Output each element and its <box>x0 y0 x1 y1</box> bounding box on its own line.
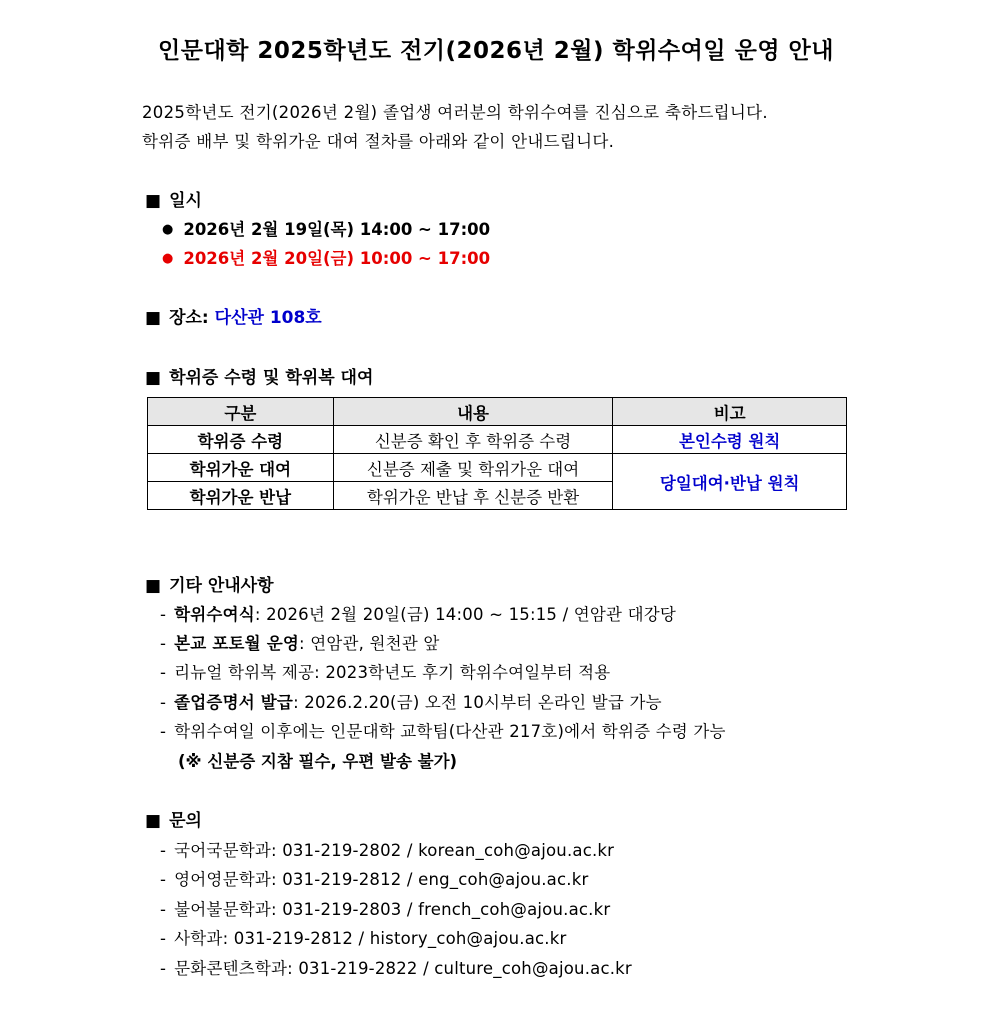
table-row <box>148 426 847 454</box>
row-category: 학위가운 반납 <box>148 482 334 510</box>
row-content: 신분증 확인 후 학위증 수령 <box>333 426 613 454</box>
list-item <box>160 601 676 625</box>
list-item-label: 학위수여식 <box>174 605 255 624</box>
square-bullet-icon: ■ <box>145 191 162 211</box>
row-content: 학위가운 반납 후 신분증 반환 <box>333 482 613 510</box>
dash-bullet: - <box>160 722 167 741</box>
row-category: 학위가운 대여 <box>148 454 334 482</box>
list-item <box>160 689 662 713</box>
receipt-heading-label: 학위증 수령 및 학위복 대여 <box>169 368 374 388</box>
list-item-text: 학위수여일 이후에는 인문대학 교학팀(다산관 217호)에서 학위증 수령 가능 <box>174 722 726 741</box>
column-header-category: 구분 <box>148 398 334 426</box>
contact-item-english <box>160 866 588 890</box>
circle-bullet-icon: ● <box>162 251 174 266</box>
circle-bullet-icon: ● <box>162 222 174 237</box>
table-header-row <box>148 398 847 426</box>
dash-bullet: - <box>160 929 167 948</box>
schedule-item-1-text: 2026년 2월 19일(목) 14:00 ~ 17:00 <box>183 220 491 239</box>
other-heading-label: 기타 안내사항 <box>169 576 274 596</box>
schedule-heading <box>145 186 202 211</box>
schedule-item-2-text: 2026년 2월 20일(금) 10:00 ~ 17:00 <box>183 249 491 268</box>
square-bullet-icon: ■ <box>145 811 162 831</box>
place-heading <box>145 303 322 328</box>
schedule-heading-label: 일시 <box>169 191 202 211</box>
list-item-label: 졸업증명서 발급 <box>174 693 294 712</box>
place-heading-label: 장소: <box>169 308 209 328</box>
contact-item-text: 국어국문학과: 031-219-2802 / korean_coh@ajou.ac.kr <box>174 841 615 860</box>
place-value: 다산관 108호 <box>214 308 322 328</box>
list-item-label: 본교 포토월 운영 <box>174 634 300 653</box>
contact-item-text: 영어영문학과: 031-219-2812 / eng_coh@ajou.ac.kr <box>174 870 589 889</box>
list-item-text: : 2026.2.20(금) 오전 10시부터 온라인 발급 가능 <box>293 693 662 712</box>
row-remark: 본인수령 원칙 <box>613 426 847 454</box>
row-category: 학위증 수령 <box>148 426 334 454</box>
schedule-item-1 <box>162 216 490 240</box>
dash-bullet: - <box>160 870 167 889</box>
dash-bullet: - <box>160 959 167 978</box>
dash-bullet: - <box>160 634 167 653</box>
page-title: 인문대학 2025학년도 전기(2026년 2월) 학위수여일 운영 안내 <box>158 38 834 64</box>
intro-text <box>142 98 862 156</box>
contact-item-text: 불어불문학과: 031-219-2803 / french_coh@ajou.ac.kr <box>174 900 611 919</box>
table-row <box>148 454 847 482</box>
other-heading <box>145 571 274 596</box>
list-item-text: 리뉴얼 학위복 제공: 2023학년도 후기 학위수여일부터 적용 <box>174 663 611 682</box>
row-remark: 당일대여·반납 원칙 <box>613 454 847 510</box>
contact-item-history <box>160 925 567 949</box>
list-item-text: : 2026년 2월 20일(금) 14:00 ~ 15:15 / 연암관 대강당 <box>254 605 677 624</box>
column-header-remarks: 비고 <box>613 398 847 426</box>
id-required-note: (※ 신분증 지참 필수, 우편 발송 불가) <box>178 752 458 771</box>
intro-line-1: 2025학년도 전기(2026년 2월) 졸업생 여러분의 학위수여를 진심으로 축하드립니다. <box>142 103 768 122</box>
contact-item-text: 사학과: 031-219-2812 / history_coh@ajou.ac.kr <box>174 929 567 948</box>
receipt-heading <box>145 363 373 388</box>
column-header-content: 내용 <box>333 398 613 426</box>
list-item <box>160 718 726 742</box>
square-bullet-icon: ■ <box>145 368 162 388</box>
contact-heading <box>145 806 202 831</box>
list-item-text: : 연암관, 원천관 앞 <box>299 634 440 653</box>
list-item <box>160 630 440 654</box>
intro-line-2: 학위증 배부 및 학위가운 대여 절차를 아래와 같이 안내드립니다. <box>142 132 615 151</box>
schedule-item-2 <box>162 245 490 269</box>
contact-item-text: 문화콘텐츠학과: 031-219-2822 / culture_coh@ajou.ac.kr <box>174 959 632 978</box>
contact-item-korean <box>160 837 614 861</box>
contact-heading-label: 문의 <box>169 811 202 831</box>
dash-bullet: - <box>160 663 167 682</box>
dash-bullet: - <box>160 841 167 860</box>
contact-item-culture <box>160 955 632 979</box>
list-item <box>160 659 610 683</box>
square-bullet-icon: ■ <box>145 576 162 596</box>
contact-item-french <box>160 896 610 920</box>
row-content: 신분증 제출 및 학위가운 대여 <box>333 454 613 482</box>
dash-bullet: - <box>160 900 167 919</box>
dash-bullet: - <box>160 693 167 712</box>
square-bullet-icon: ■ <box>145 308 162 328</box>
dash-bullet: - <box>160 605 167 624</box>
receipt-table <box>147 397 847 510</box>
